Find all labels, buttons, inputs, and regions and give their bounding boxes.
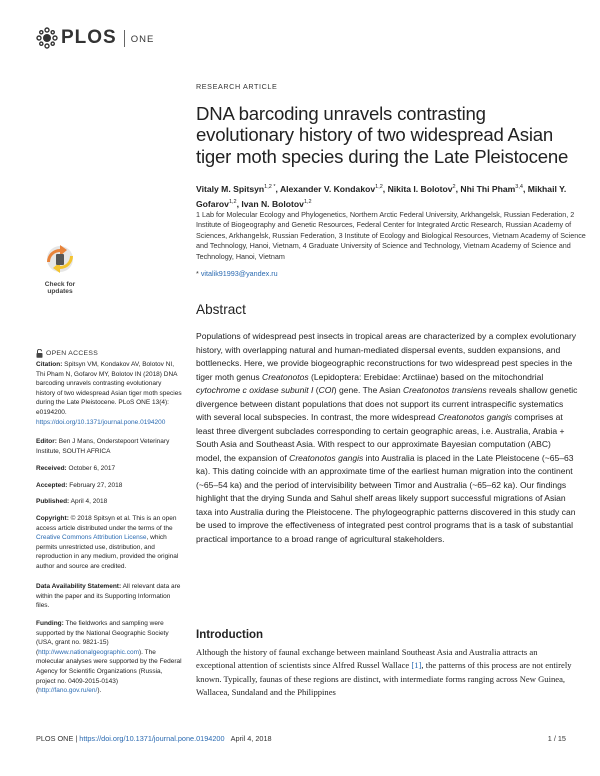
author-separator: , [522,184,528,194]
abstract-gene: cytochrome c oxidase subunit I [196,385,314,395]
citation-label: Citation: [36,361,63,368]
citation-doi-link[interactable]: https://doi.org/10.1371/journal.pone.0194200 [36,418,166,426]
abstract-body [196,330,578,546]
footer-divider: | [73,734,80,743]
corresponding-email[interactable] [196,269,278,278]
footer-date: April 4, 2018 [230,734,272,743]
published-block [36,497,182,507]
author-name: Nhi Thi Pham [460,184,516,194]
author-name: Alexander V. Kondakov [279,184,376,194]
author-separator: , [382,184,388,194]
author-affiliation-marker: 2 [452,184,456,190]
abstract-gene-abbrev: COI [318,385,334,395]
copyright-label: Copyright: [36,515,69,522]
affiliations: 1 Lab for Molecular Ecology and Phylogenetics, Northern Arctic Federal University, Arkhangelsk, Russian Federation, 2 Institute of Biogeography and Genetic Resources, Federal Center for Integrated Arctic Research, Russian Academy of Sciences, Arkhangelsk, Russian Federation, 3 Institute of Ecology and Biological Resources, Vietnam Academy of Science and Technology, Hanoi, Vietnam, 4 Graduate University of Science and Technology, Vietnam Academy of Science and Technology, Hanoi, Vietnam [196,210,586,261]
introduction-body [196,646,578,699]
published-date: April 4, 2018 [69,498,108,505]
data-availability-block [36,582,182,611]
abstract-taxon: Creatonotos transiens [403,385,487,395]
abstract-heading: Abstract [196,302,246,317]
data-availability-text: All relevant data are within the paper and its Supporting Information files. [36,583,181,610]
page-footer [36,734,566,743]
email-address[interactable]: vitalik91993@yandex.ru [200,269,278,278]
copyright-block [36,514,182,572]
open-access-badge [36,349,98,358]
footer-doi-link[interactable]: https://doi.org/10.1371/journal.pone.0194200 [79,734,225,743]
author-affiliation-marker: 1,2 * [264,184,276,190]
plos-one-logo[interactable] [36,26,154,50]
reference-link[interactable]: [1] [411,660,422,671]
author-list [196,181,586,211]
editor-text: Ben J Mans, Onderstepoort Veterinary Institute, SOUTH AFRICA [36,438,170,455]
author-affiliation-marker: 3,4 [515,184,523,190]
accepted-date: February 27, 2018 [67,482,123,489]
funding-link[interactable]: http://www.nationalgeographic.com [38,648,139,656]
abstract-text: comprises at least three divergent subclades corresponding to certain geographic areas, i.e. Australia, Arabia + South Asia and Southeast Asia. With respect to our approximate Bayesian computation (ABC) model, the expansion of [196,412,565,463]
logo-divider [124,30,125,47]
author-separator: , [275,184,280,194]
abstract-taxon: Creatonotos gangis [289,452,364,463]
author-affiliation-marker: 1,2 [375,184,383,190]
author-name: Vitaly M. Spitsyn [196,184,265,194]
author-affiliation-marker: 1,2 [303,199,312,205]
published-label: Published: [36,498,70,505]
funding-text: The fieldworks and sampling were supported by the National Geographic Society (USA, grant no. 9821-15) ( [36,620,169,656]
funding-label: Funding: [36,620,64,627]
accepted-label: Accepted: [36,482,68,489]
copyright-text: , which permits unrestricted use, distribution, and reproduction in any medium, provided the original author and source are credited. [36,534,179,570]
email-star: * [196,269,199,278]
copyright-text: © 2018 Spitsyn et al. This is an open access article distributed under the terms of the [36,515,177,532]
abstract-taxon: Creatonotos [262,371,309,382]
abstract-taxon: Creatonotos gangis [437,412,512,422]
editor-block [36,437,182,456]
abstract-text: (Lepidoptera: Erebidae: Arctiinae) based on the mitochondrial [308,371,544,382]
received-label: Received: [36,465,67,472]
page-number: 1 / 15 [547,734,566,743]
plos-mark-icon [36,27,58,49]
received-block [36,464,182,474]
abstract-text: ( [313,385,319,395]
check-for-updates-label[interactable] [36,281,84,296]
editor-label: Editor: [36,438,57,445]
article-title: DNA barcoding unravels contrasting evolutionary history of two widespread Asian tiger moth species during the Late Pleistocene [196,103,569,167]
abstract-text: into Australia is placed in the Late Pleistocene (~65–63 ka). This dating coincide with an approximate time of the earliest human migration into the continent (~65–54 ka) and the period of intervisibility between Timor and Australia (~65–62 ka). Our findings highlight that the drying Sunda and Sahul shelf areas likely support successful migrations of Asian taxa into Australia during the Pleistocene. The phylogeographic patterns discovered in this study can be used to improve the effectiveness of integrated pest control programs that is a task of substantial practical importance to a broad range of agricultural stakeholders. [196,452,576,544]
logo-text: PLOS [61,27,117,48]
author-name: Ivan N. Bolotov [241,199,304,209]
citation-text: Spitsyn VM, Kondakov AV, Bolotov NI, Thi Pham N, Gofarov MY, Bolotov IN (2018) DNA barcoding unravels contrasting evolutionary history of two widespread Asian tiger moth species during the Late Pleistocene. PLoS ONE 13(4): e0194200. [36,361,182,416]
intro-text: , the patterns of this process are not entirely known. Typically, faunas of these regions are distinct, with intermediate forms ranging across New Guinea, Wallacea, Sundaland and the Philippines [196,660,572,697]
author-name: Mikhail Y. Gofarov [196,184,567,209]
abstract-text: reveals shallow genetic divergence between distant populations that does not support its current intraspecific systematics with several local subspecies. In contrast, the more widespread [196,385,578,422]
author-name: Nikita I. Bolotov [387,184,453,194]
funding-text: ). The molecular analyses were supported by the Federal Agency for Scientific Organizations (Russia, project no. 0409-2015-0143) ( [36,648,182,695]
accepted-block [36,481,182,491]
intro-text: Although the history of faunal exchange between mainland Southeast Asia and Australia attracts an exceptional attention of scientists since Alfred Russel Wallace [196,647,538,671]
open-access-label: OPEN ACCESS [46,350,99,357]
author-affiliation-marker: 1,2 [228,199,237,205]
journal-name: ONE [130,33,155,45]
abstract-text: ) gene. The Asian [333,385,403,395]
funding-link[interactable]: http://fano.gov.ru/en/ [38,687,98,695]
data-availability-label: Data Availability Statement: [36,583,122,590]
abstract-text: Populations of widespread pest insects in tropical areas are characterized by a complex evolutionary history, with overlapping natural and human-mediated dispersal events, sudden expansions, and bottlenecks. Here, we provide biogeographic reconstructions for two widespread pest species in the tiger moth genus [196,331,577,382]
open-lock-icon [36,349,43,358]
received-date: October 6, 2017 [66,465,116,472]
author-separator: , [236,199,242,209]
check-line-2: updates [47,288,73,296]
license-link[interactable]: Creative Commons Attribution License [36,534,147,542]
funding-block [36,619,182,696]
introduction-heading: Introduction [196,629,264,641]
funding-text: ). [97,687,102,695]
article-type: RESEARCH ARTICLE [196,82,278,91]
citation-block [36,360,182,427]
footer-journal: PLOS ONE [36,734,74,743]
check-line-1: Check for [44,281,76,288]
author-separator: , [455,184,461,194]
